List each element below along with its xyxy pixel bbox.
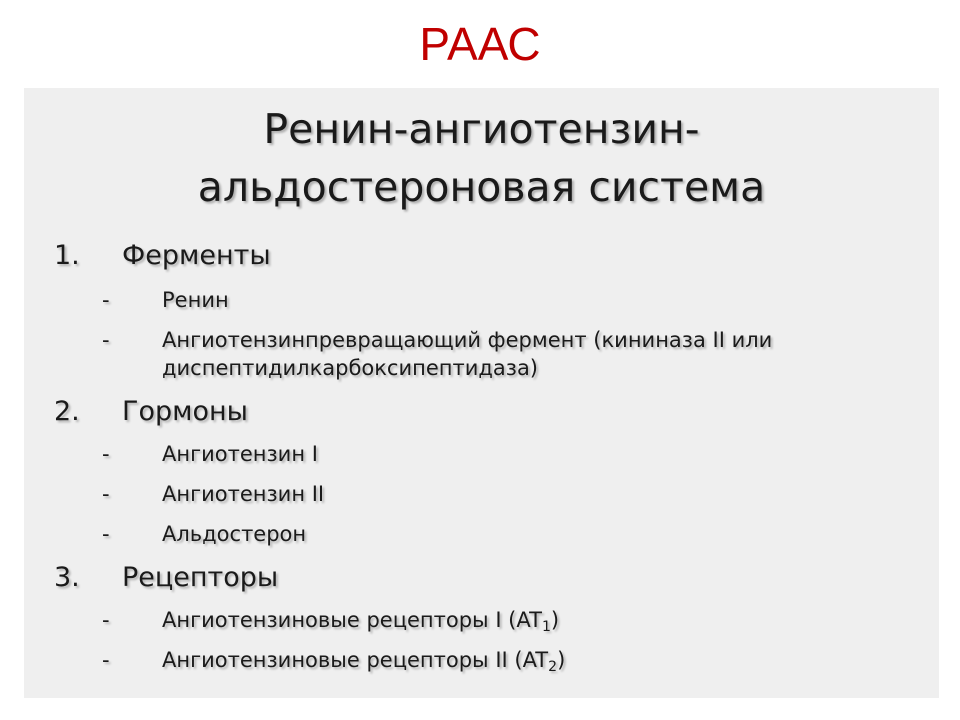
list-dash: - [102,608,110,632]
slide-label: РААС [419,18,541,70]
list-item-text: Ангиотензинпревращающий фермент (кининаза II или диспептидилкарбоксипептидаза) [162,328,773,380]
list-dash: - [102,522,110,546]
section-number: 2. [54,396,80,427]
section-label: Гормоны [122,396,248,427]
receptor-subscript: 1 [541,619,551,635]
outline-list [24,88,939,698]
list-dash: - [102,442,110,466]
receptor-text: Ангиотензиновые рецепторы II (AT [162,648,549,672]
list-dash: - [102,648,110,672]
slide-header [0,0,960,88]
receptor-text: Ангиотензиновые рецепторы I (AT [162,608,542,632]
list-item-text: Ангиотензин I [162,442,318,466]
list-dash: - [102,328,110,352]
section-number: 1. [54,240,80,271]
list-dash: - [102,288,110,312]
receptor-suffix: ) [557,648,566,672]
section-label: Ферменты [122,240,271,271]
receptor-suffix: ) [550,608,560,632]
list-item-text [162,646,565,674]
section-number: 3. [54,562,80,593]
section-label: Рецепторы [122,562,279,593]
list-item-text: Ренин [162,288,229,312]
slide-title-line-1: Ренин-ангиотензин- [263,105,700,153]
list-item-text: Ангиотензин II [162,482,325,506]
slide-title-line-2: альдостероновая система [197,163,766,211]
receptor-subscript: 2 [548,659,558,675]
list-dash: - [102,482,110,506]
list-item-text [162,606,559,634]
content-panel [24,88,939,698]
list-item-text: Альдостерон [162,522,307,546]
